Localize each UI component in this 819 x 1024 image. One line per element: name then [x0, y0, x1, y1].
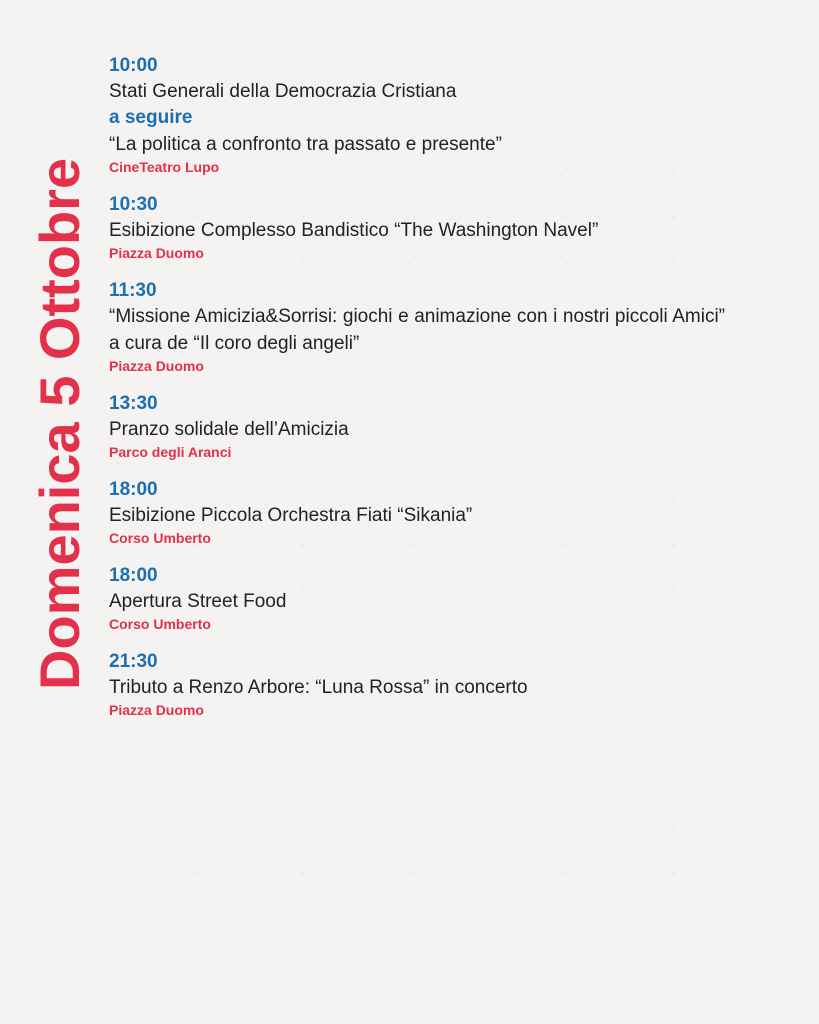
event-followup-label: a seguire — [109, 107, 193, 128]
event-location: Corso Umberto — [109, 530, 211, 546]
event-time: 18:00 — [109, 479, 158, 500]
event-location: Piazza Duomo — [109, 702, 204, 718]
event-time: 11:30 — [109, 280, 157, 301]
event-location: CineTeatro Lupo — [109, 159, 220, 175]
event-title: Esibizione Complesso Bandistico “The Washington Navel” — [109, 220, 599, 241]
event-location: Piazza Duomo — [109, 358, 204, 374]
event-location: Piazza Duomo — [109, 245, 204, 261]
event-item — [109, 279, 725, 375]
event-item — [109, 54, 725, 176]
event-title: Pranzo solidale dell’Amicizia — [109, 419, 349, 440]
event-item — [109, 193, 725, 262]
event-title: Stati Generali della Democrazia Cristiana — [109, 81, 457, 102]
event-item — [109, 564, 725, 633]
event-time: 21:30 — [109, 651, 158, 672]
event-followup-title: “La politica a confronto tra passato e presente” — [109, 134, 502, 155]
event-time: 18:00 — [109, 565, 158, 586]
event-time: 10:00 — [109, 55, 158, 76]
event-item — [109, 650, 725, 719]
event-location: Parco degli Aranci — [109, 444, 232, 460]
page-title: Domenica 5 Ottobre — [28, 157, 91, 690]
event-time: 10:30 — [109, 194, 158, 215]
event-title: “Missione Amicizia&Sorrisi: giochi e animazione con i nostri piccoli Amici” a cura de “Il coro degli angeli” — [109, 306, 725, 354]
event-item — [109, 392, 725, 461]
event-title: Esibizione Piccola Orchestra Fiati “Sikania” — [109, 505, 473, 526]
event-time: 13:30 — [109, 393, 158, 414]
event-title: Apertura Street Food — [109, 591, 287, 612]
event-schedule — [109, 54, 725, 736]
event-item — [109, 478, 725, 547]
event-location: Corso Umberto — [109, 616, 211, 632]
event-title: Tributo a Renzo Arbore: “Luna Rossa” in concerto — [109, 677, 528, 698]
